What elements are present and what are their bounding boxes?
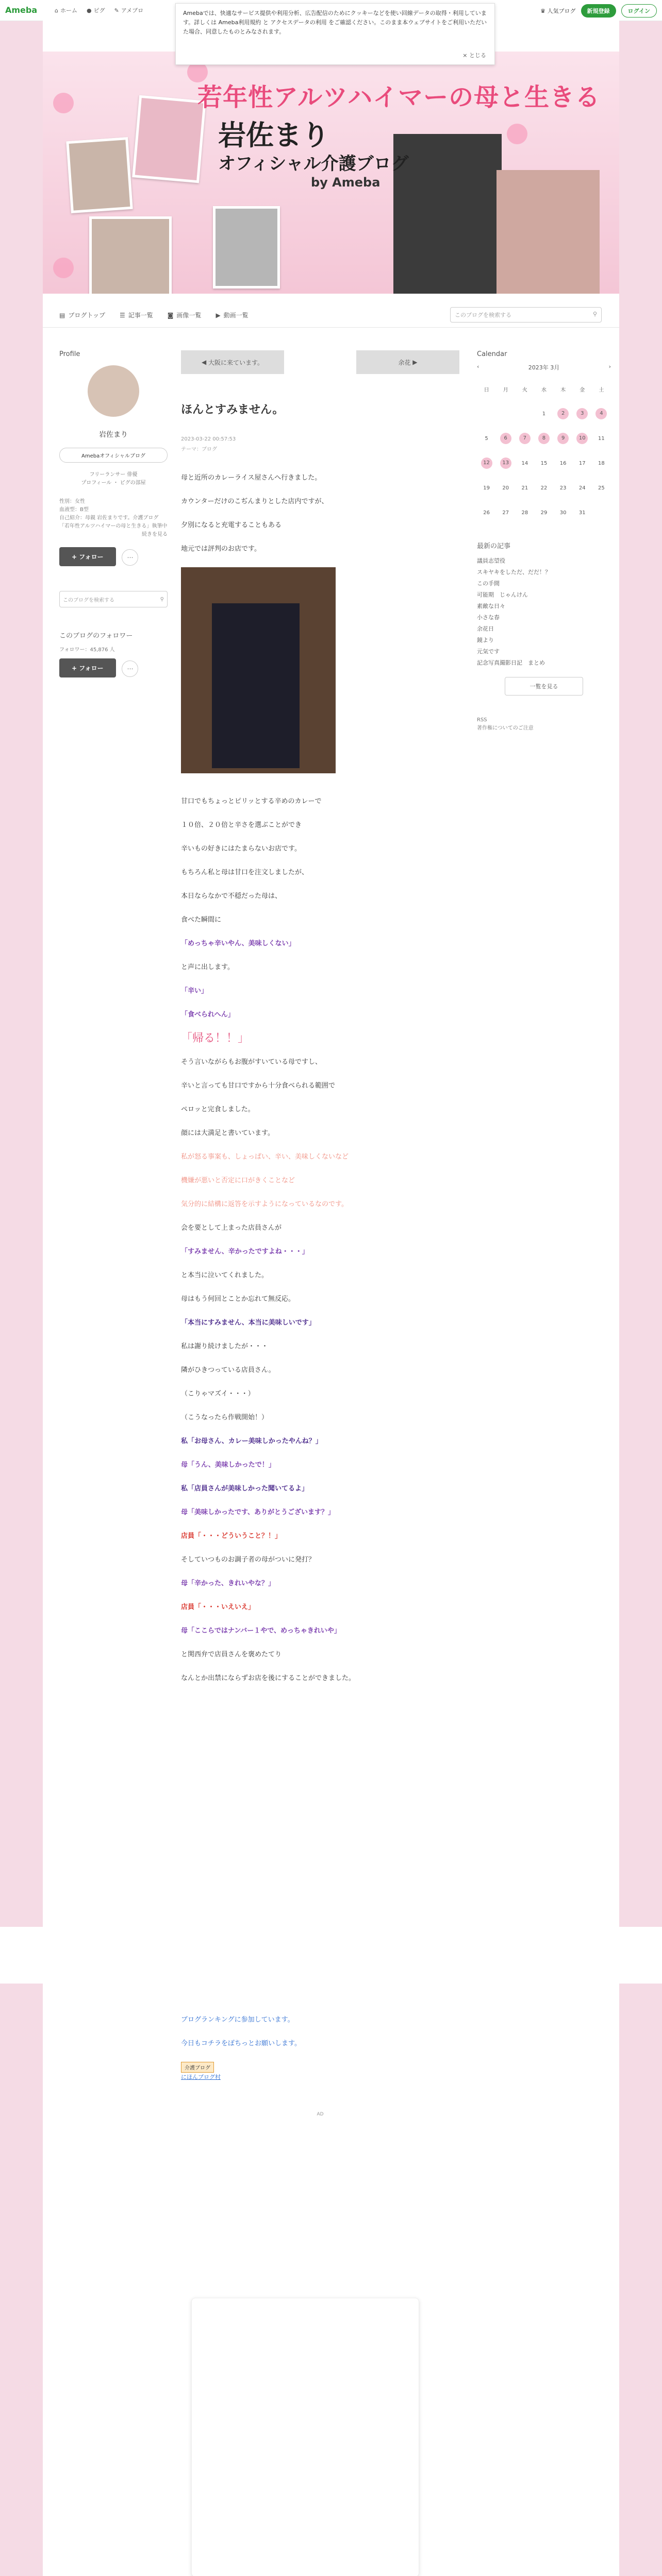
cookie-close-button[interactable]: × とじる xyxy=(462,52,486,59)
recent-item[interactable]: 可能期 じゃんけん xyxy=(477,591,528,598)
calendar-day-number: 18 xyxy=(598,460,605,466)
post-line: と関西弁で店員さんを褒めたてり xyxy=(181,1651,282,1658)
cookie-notice-text: Amebaでは、快適なサービス提供や利用分析、広告配信のためにクッキーなどを使い回線データの取得・利用しています。詳しくは Ameba利用規約 と アクセスデータの利用 をご確認ください。このまま本ウェブサイトをご利用いただいた場合、同意したものとみなされます。 xyxy=(183,10,487,35)
post-line: そしていつものお調子者の母がついに発打？ xyxy=(181,1556,316,1564)
calendar-day[interactable] xyxy=(554,401,573,426)
post-line: 「食べられへん」 xyxy=(181,1011,235,1019)
recent-list xyxy=(477,555,611,669)
calendar-day xyxy=(477,426,496,451)
post-line: 隣がひきつっている店員さん。 xyxy=(181,1366,275,1374)
profile-bio: 性別：女性 血液型：B型 自己紹介：母親 岩佐まりです。介護ブログ「若年性アルツハイマーの母と生きる」執筆中 xyxy=(59,499,168,529)
profile-name[interactable]: 岩佐まり xyxy=(99,431,128,439)
post-line: 「本当にすみません、本当に美味しいです」 xyxy=(181,1319,316,1327)
calendar-heading: Calendar xyxy=(477,350,507,358)
search-icon[interactable]: ⚲ xyxy=(160,596,164,602)
recent-item[interactable]: 素敵な日々 xyxy=(477,603,505,609)
blogmura-link[interactable]: にほんブログ村 xyxy=(181,2074,221,2080)
sidebar-search-input[interactable]: このブログを検索する ⚲ xyxy=(59,591,168,607)
calendar-day xyxy=(534,476,553,500)
calendar-day-number: 4 xyxy=(595,408,607,419)
calendar-day-number: 2 xyxy=(557,408,569,419)
photo-mother-sweater xyxy=(213,206,280,289)
post-line: 機嫌が悪いと否定に口がきくことなど xyxy=(181,1177,295,1184)
calendar-day xyxy=(515,401,534,426)
profile-links[interactable]: プロフィール ・ ピグの部屋 xyxy=(81,480,146,486)
calendar-day[interactable] xyxy=(477,451,496,476)
header-subtitle: 若年性アルツハイマーの母と生きる xyxy=(197,83,601,112)
calendar-day-number: 9 xyxy=(557,433,569,444)
more-options-button[interactable]: ⋯ xyxy=(122,549,138,566)
recent-item[interactable]: 議員志望役 xyxy=(477,557,505,564)
crown-icon: ♛ xyxy=(540,8,546,14)
blog-search-input[interactable]: このブログを検索する ⚲ xyxy=(450,307,602,323)
calendar-day xyxy=(534,500,553,525)
page-break xyxy=(0,1927,662,1984)
login-button[interactable]: ログイン xyxy=(621,4,657,18)
post-intro xyxy=(181,472,459,555)
calendar-weekday: 金 xyxy=(580,387,585,393)
subnav-images[interactable]: ◙ 画像一覧 xyxy=(167,311,202,319)
ad-card[interactable] xyxy=(191,2298,419,2576)
calendar-day[interactable] xyxy=(573,401,592,426)
post-line: 母「うん、美味しかったで！」 xyxy=(181,1461,275,1469)
calendar-day-number: 26 xyxy=(483,510,490,516)
calendar-next-icon[interactable]: › xyxy=(608,363,611,370)
post-line: 辛いもの好きにはたまらないお店です。 xyxy=(181,845,301,853)
signup-button[interactable]: 新規登録 xyxy=(581,4,616,18)
calendar-month: 2023年 3月 xyxy=(528,364,560,371)
next-post-button[interactable]: 余花 ▶ xyxy=(356,350,459,374)
calendar-day-number: 19 xyxy=(483,485,490,491)
post-line: と声に出します。 xyxy=(181,963,234,971)
post-photo-figure xyxy=(212,603,300,768)
calendar-day-number: 12 xyxy=(481,457,492,469)
blog-header[interactable] xyxy=(43,52,619,294)
post-line: なんとか出禁にならずお店を後にすることができました。 xyxy=(181,1674,356,1682)
flower-decoration xyxy=(53,93,74,113)
calendar-day xyxy=(534,401,553,426)
more-options-button[interactable]: ⋯ xyxy=(122,660,138,677)
avatar[interactable] xyxy=(88,365,139,417)
post-line: 食べた瞬間に xyxy=(181,916,222,924)
calendar-day-number: 5 xyxy=(485,435,488,442)
calendar-day-number: 30 xyxy=(559,510,567,516)
post-line: （こりゃマズイ・・・） xyxy=(181,1390,255,1398)
header-name: 岩佐まり xyxy=(218,119,329,151)
calendar-day[interactable] xyxy=(592,401,611,426)
photo-mother-daughter xyxy=(66,137,133,213)
recent-item[interactable]: 小さな春 xyxy=(477,614,500,621)
recent-item[interactable]: 元気です xyxy=(477,648,500,655)
calendar-day-number: 29 xyxy=(540,510,548,516)
post-line: 顔には大満足と書いています。 xyxy=(181,1129,274,1137)
nav-item-home[interactable]: ⌂ ホーム xyxy=(55,7,77,14)
recent-more-button[interactable]: 一覧を見る xyxy=(505,677,583,696)
rss-link[interactable]: RSS xyxy=(477,717,487,723)
post-date: 2023-03-22 00:57:53 xyxy=(181,436,236,442)
calendar-day xyxy=(573,451,592,476)
calendar-day-number: 23 xyxy=(559,485,567,491)
calendar-weekday: 木 xyxy=(560,387,566,393)
ranking-text-1: ブログランキングに参加しています。 xyxy=(181,2016,294,2024)
subnav-videos[interactable]: ▶ 動画一覧 xyxy=(216,311,249,319)
home-icon: ▤ xyxy=(59,311,65,319)
post-line: 「辛い」 xyxy=(181,987,208,995)
post-line: 母はもう何回とことか忘れて無反応。 xyxy=(181,1295,295,1303)
calendar-day xyxy=(496,500,515,525)
calendar-day-number: 13 xyxy=(500,457,511,469)
photo-daughter-main xyxy=(496,170,600,294)
popular-blog-link[interactable]: ♛ 人気ブログ xyxy=(540,8,576,14)
calendar-weekday: 土 xyxy=(599,387,604,393)
recent-item[interactable]: スキヤキをしただ、だだ！？ xyxy=(477,569,551,575)
blog-page-bottom xyxy=(43,1984,619,2576)
profile-role: フリーランサー 俳優 xyxy=(89,472,138,478)
calendar-day xyxy=(477,401,496,426)
calendar-day-number: 25 xyxy=(598,485,605,491)
calendar-day-number: 14 xyxy=(521,460,528,466)
post-paging xyxy=(181,350,459,374)
ad-label: AD xyxy=(317,2112,324,2117)
post-line: 私「お母さん、カレー美味しかったやんね？」 xyxy=(181,1437,322,1445)
post-line: （こうなったら作戦開始！） xyxy=(181,1414,269,1421)
followers-count: フォロワー：45,876 人 xyxy=(59,647,115,653)
right-sidebar xyxy=(477,350,611,733)
post-line: １０倍、２０倍と辛さを選ぶことができ xyxy=(181,821,302,829)
calendar-day xyxy=(534,451,553,476)
post-main xyxy=(181,350,459,1697)
nav-item-ameblo[interactable]: ✎ アメブロ xyxy=(114,7,144,14)
calendar-prev-icon[interactable]: ‹ xyxy=(477,363,479,370)
calendar-day xyxy=(496,401,515,426)
follow-button-2[interactable]: + フォロー xyxy=(59,658,116,677)
calendar-day-number: 24 xyxy=(578,485,586,491)
camera-icon: ◙ xyxy=(167,311,174,319)
subnav-blog-top[interactable]: ▤ ブログトップ xyxy=(59,311,105,319)
calendar-weekday: 水 xyxy=(541,387,547,393)
followers-heading: このブログのフォロワー xyxy=(59,632,133,640)
calendar-day-number: 15 xyxy=(540,460,548,466)
photo-couple xyxy=(132,95,206,183)
post-photo[interactable] xyxy=(181,567,336,773)
post-line: 母「辛かった、きれいやな？」 xyxy=(181,1580,275,1587)
calendar-weekday: 日 xyxy=(484,387,489,393)
calendar-day xyxy=(592,476,611,500)
post-line: 会を要として上まった店員さんが xyxy=(181,1224,282,1232)
pigg-icon: ● xyxy=(86,7,92,14)
calendar-day xyxy=(554,451,573,476)
post-line: 母「美味しかったです、ありがとうございます？」 xyxy=(181,1509,335,1516)
post-body xyxy=(181,796,459,1684)
calendar-day xyxy=(477,500,496,525)
post-line: そう言いながらもお腹がすいている母ですし、 xyxy=(181,1058,322,1066)
post-line: 店員「・・・いえいえ」 xyxy=(181,1603,255,1611)
calendar-day xyxy=(515,500,534,525)
video-icon: ▶ xyxy=(216,311,221,319)
calendar-day[interactable] xyxy=(515,426,534,451)
recent-item[interactable]: 記念写真撮影日記 まとめ xyxy=(477,659,545,666)
calendar-day-number: 11 xyxy=(598,435,605,442)
photo-mother-portrait xyxy=(89,216,172,294)
calendar-day-number: 10 xyxy=(576,433,588,444)
follow-button[interactable]: + フォロー xyxy=(59,547,116,566)
calendar-weekday: 火 xyxy=(522,387,527,393)
photo-mother-main xyxy=(393,134,502,294)
blog-subnav xyxy=(43,303,619,328)
nav-item-pigg[interactable]: ● ピグ xyxy=(86,7,105,14)
calendar-day xyxy=(573,500,592,525)
subnav-articles[interactable]: ☰ 記事一覧 xyxy=(119,311,153,319)
post-line: 辛いと言っても甘口ですから十分食べられる範囲で xyxy=(181,1082,336,1090)
calendar-day-number: 7 xyxy=(519,433,531,444)
calendar-day xyxy=(496,476,515,500)
list-icon: ☰ xyxy=(119,311,125,319)
official-blog-badge[interactable]: Amebaオフィシャルブログ xyxy=(59,448,168,463)
post-line: 本日ならなかで不穏だった母は、 xyxy=(181,892,282,900)
recent-heading: 最新の記事 xyxy=(477,543,511,550)
calendar-day xyxy=(554,476,573,500)
calendar-day xyxy=(515,476,534,500)
post-line: 「すみません、辛かったですよね・・・」 xyxy=(181,1248,309,1256)
calendar-day[interactable] xyxy=(554,426,573,451)
post-line: 甘口でもちょっとピリッとする辛めのカレーで xyxy=(181,798,322,805)
post-line: カウンターだけのこぢんまりとした店内ですが、 xyxy=(181,498,328,505)
calendar-day xyxy=(592,451,611,476)
profile-heading: Profile xyxy=(59,350,80,358)
post-line: 店員「・・・どういうこと？！」 xyxy=(181,1532,282,1540)
left-sidebar xyxy=(59,350,168,677)
calendar-day-number: 3 xyxy=(576,408,588,419)
prev-post-button[interactable]: ◀ 大阪に来ています。 xyxy=(181,350,284,374)
copyright-notice-link[interactable]: 著作権についてのご注意 xyxy=(477,725,534,731)
blog-icon: ✎ xyxy=(114,7,119,14)
calendar-day xyxy=(554,500,573,525)
calendar-day-number: 27 xyxy=(502,510,509,516)
flower-decoration xyxy=(507,124,527,144)
flower-decoration xyxy=(53,258,74,278)
calendar-day-number: 28 xyxy=(521,510,528,516)
post-theme[interactable]: テーマ：ブログ xyxy=(181,447,217,452)
calendar-day-number: 31 xyxy=(578,510,586,516)
calendar-day-number: 21 xyxy=(521,485,528,491)
calendar-day xyxy=(592,426,611,451)
calendar xyxy=(477,377,611,525)
recent-item[interactable]: 鏡より xyxy=(477,637,494,643)
post-line: 私が怒る事案も、しょっぱい、辛い、美味しくないなど xyxy=(181,1153,349,1161)
post-line: 「帰る！！」 xyxy=(181,1032,250,1045)
calendar-day-number: 20 xyxy=(502,485,509,491)
calendar-day[interactable] xyxy=(496,426,515,451)
calendar-day xyxy=(573,476,592,500)
ranking-text-2: 今日もコチラをぽちっとお願いします。 xyxy=(181,2040,301,2047)
post-line: もちろん私と母は甘口を注文しましたが、 xyxy=(181,869,309,876)
calendar-day[interactable] xyxy=(496,451,515,476)
search-icon[interactable]: ⚲ xyxy=(592,311,597,317)
profile-more-link[interactable]: 続きを見る xyxy=(142,532,168,537)
calendar-day-number: 6 xyxy=(500,433,511,444)
calendar-day-number: 16 xyxy=(559,460,567,466)
post-line: 「めっちゃ辛いやん、美味しくない」 xyxy=(181,940,295,947)
calendar-day xyxy=(515,451,534,476)
calendar-day xyxy=(477,476,496,500)
calendar-day-number: 22 xyxy=(540,485,548,491)
post-line: ペロッと完食しました。 xyxy=(181,1106,255,1113)
topbar-right xyxy=(540,4,657,18)
post-line: 母「ここらではナンバー１やで、めっちゃきれいや」 xyxy=(181,1627,341,1635)
header-by-ameba: by Ameba xyxy=(311,175,380,190)
post-line: 私「店員さんが美味しかった聞いてるよ」 xyxy=(181,1485,309,1493)
post-line: 気分的に結構に返答を示すようになっているなのです。 xyxy=(181,1200,348,1208)
header-blog-title: オフィシャル介護ブログ xyxy=(218,154,409,174)
recent-item[interactable]: この手間 xyxy=(477,580,500,587)
recent-item[interactable]: 余花日 xyxy=(477,625,494,632)
calendar-day xyxy=(592,500,611,525)
post-line: 夕別になると充電するこ​ともある xyxy=(181,521,282,529)
calendar-day-number: 1 xyxy=(542,411,546,417)
post-title[interactable]: ほんとすみません。 xyxy=(181,403,284,416)
calendar-day-number: 17 xyxy=(578,460,586,466)
calendar-weekday: 月 xyxy=(503,387,508,393)
global-nav xyxy=(55,6,143,14)
cookie-notice xyxy=(175,3,495,65)
ameba-logo[interactable]: Ameba xyxy=(5,5,38,15)
kaigo-blog-badge[interactable]: 介護ブログ xyxy=(181,2062,214,2073)
post-line: 私は謝り続けましたが・・・ xyxy=(181,1343,269,1350)
calendar-day[interactable] xyxy=(534,426,553,451)
post-line: と本当に泣いてくれました。 xyxy=(181,1272,269,1279)
post-line: 地元では評判のお店です。 xyxy=(181,545,261,553)
calendar-day[interactable] xyxy=(573,426,592,451)
calendar-day-number: 8 xyxy=(538,433,550,444)
post-line: 母と近所のカレーライス屋さんへ行きました。 xyxy=(181,474,322,482)
home-icon: ⌂ xyxy=(55,7,58,14)
